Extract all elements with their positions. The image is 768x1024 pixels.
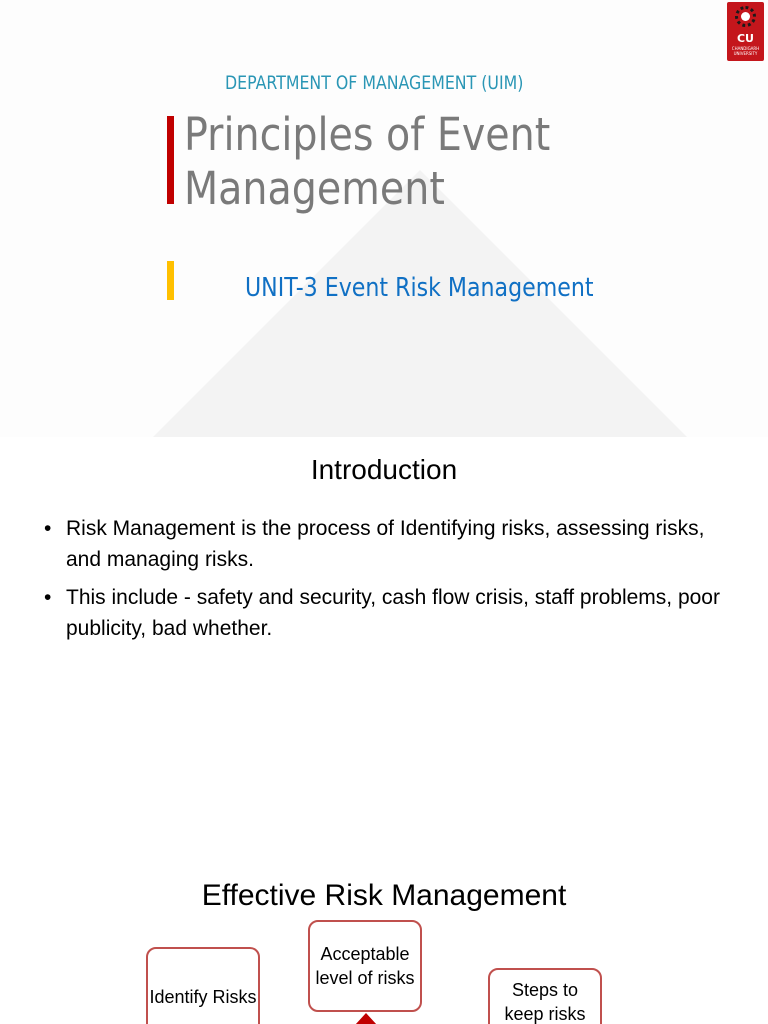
bullet-text: This include - safety and security, cash flow crisis, staff problems, poor publicity, bad whether. — [66, 586, 720, 640]
bullet-icon: • — [44, 586, 52, 609]
bullet-icon: • — [44, 517, 52, 540]
title-slide — [0, 0, 768, 437]
diagram-box-steps — [488, 968, 602, 1024]
introduction-slide — [0, 437, 768, 861]
bullet-item — [44, 582, 734, 644]
slide-title: Principles of Event Management — [184, 108, 551, 215]
box-label: Acceptable level of risks — [315, 944, 415, 988]
box-label: Steps to keep risks — [504, 980, 586, 1024]
subtitle-accent-bar — [167, 261, 174, 300]
slide-heading: Effective Risk Management — [201, 879, 567, 912]
diagram-box-identify — [146, 947, 260, 1024]
logo-name: CHANDIGARH UNIVERSITY — [731, 46, 760, 56]
university-logo — [727, 2, 764, 61]
title-accent-bar — [167, 116, 174, 204]
box-label: Identify Risks — [149, 987, 257, 1007]
logo-abbr: CU — [736, 32, 754, 45]
bullet-item — [44, 513, 734, 575]
slide-subtitle: UNIT-3 Event Risk Management — [245, 273, 594, 303]
bullet-text: Risk Management is the process of Identifying risks, assessing risks, and managing risks. — [66, 517, 705, 571]
effective-risk-slide — [0, 861, 768, 1024]
arrow-up-icon — [355, 1013, 377, 1024]
department-label: DEPARTMENT OF MANAGEMENT (UIM) — [225, 72, 524, 94]
diagram-box-acceptable — [308, 920, 422, 1012]
bullet-list — [44, 513, 734, 651]
slide-heading: Introduction — [310, 454, 458, 485]
